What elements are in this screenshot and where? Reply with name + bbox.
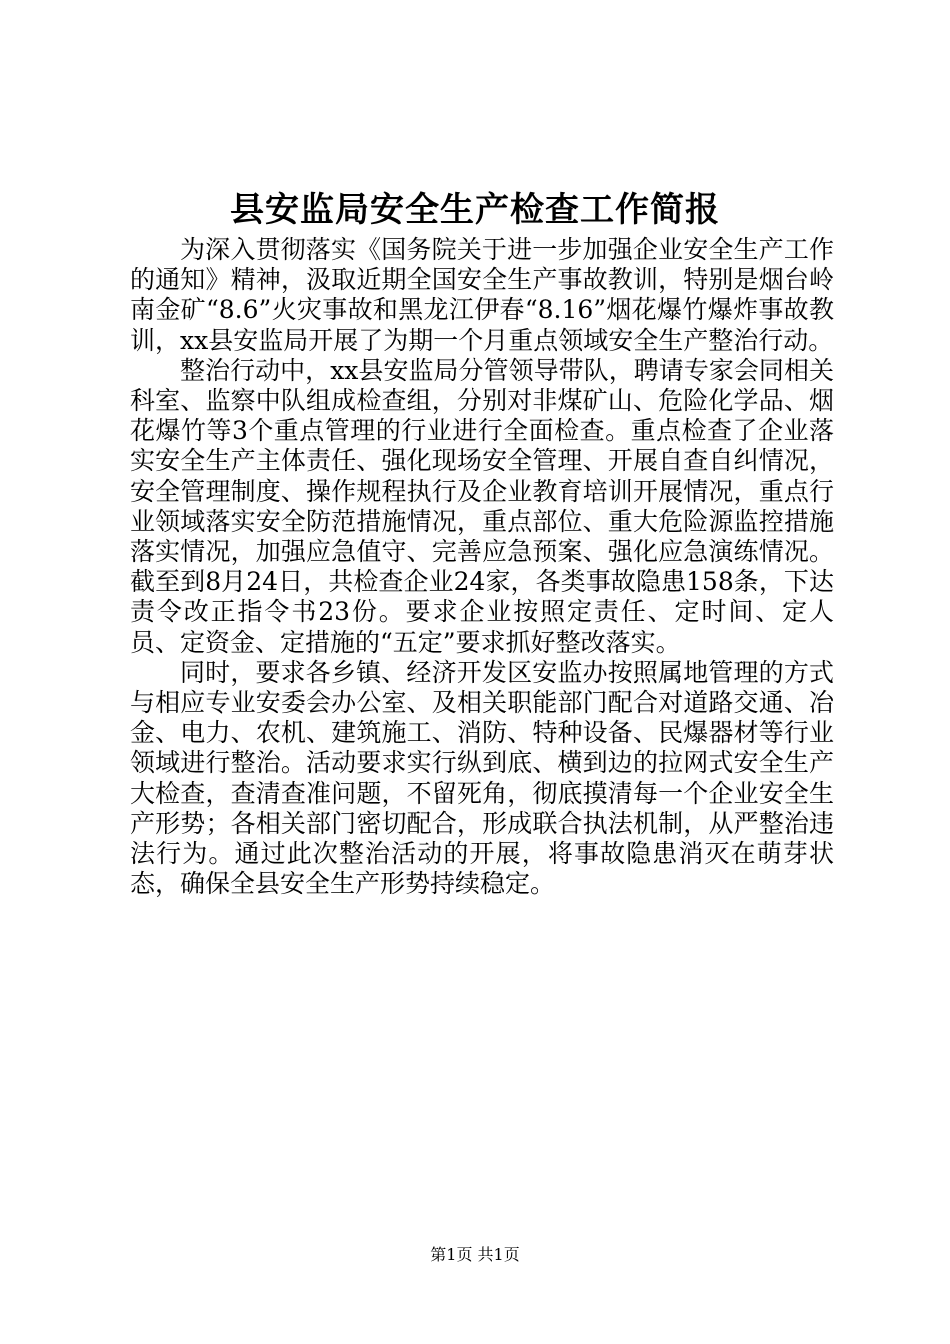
paragraph-2: 整治行动中，xx县安监局分管领导带队，聘请专家会同相关科室、监察中队组成检查组，分别对非煤矿山、危险化学品、烟花爆竹等3个重点管理的行业进行全面检查。重点检查了企业落实安全生产主体责任、强化现场安全管理、开展自查自纠情况，安全管理制度、操作规程执行及企业教育培训开展情况，重点行业领域落实安全防范措施情况，重点部位、重大危险源监控措施落实情况，加强应急值守、完善应急预案、强化应急演练情况。截至到8月24日，共检查企业24家，各类事故隐患158条，下达责令改正指令书23份。要求企业按照定责任、定时间、定人员、定资金、定措施的“五定”要求抓好整改落实。: [130, 355, 834, 657]
document-title: 县安监局安全生产检查工作简报: [230, 190, 720, 230]
document-body: [130, 235, 834, 899]
page-footer: 第1页 共1页: [430, 1245, 520, 1264]
paragraph-1: 为深入贯彻落实《国务院关于进一步加强企业安全生产工作的通知》精神，汲取近期全国安全生产事故教训，特别是烟台岭南金矿“8.6”火灾事故和黑龙江伊春“8.16”烟花爆竹爆炸事故教训，xx县安监局开展了为期一个月重点领域安全生产整治行动。: [130, 235, 834, 355]
paragraph-3: 同时，要求各乡镇、经济开发区安监办按照属地管理的方式与相应专业安委会办公室、及相关职能部门配合对道路交通、冶金、电力、农机、建筑施工、消防、特种设备、民爆器材等行业领域进行整治。活动要求实行纵到底、横到边的拉网式安全生产大检查，查清查准问题，不留死角，彻底摸清每一个企业安全生产形势；各相关部门密切配合，形成联合执法机制，从严整治违法行为。通过此次整治活动的开展，将事故隐患消灭在萌芽状态，确保全县安全生产形势持续稳定。: [130, 657, 834, 899]
